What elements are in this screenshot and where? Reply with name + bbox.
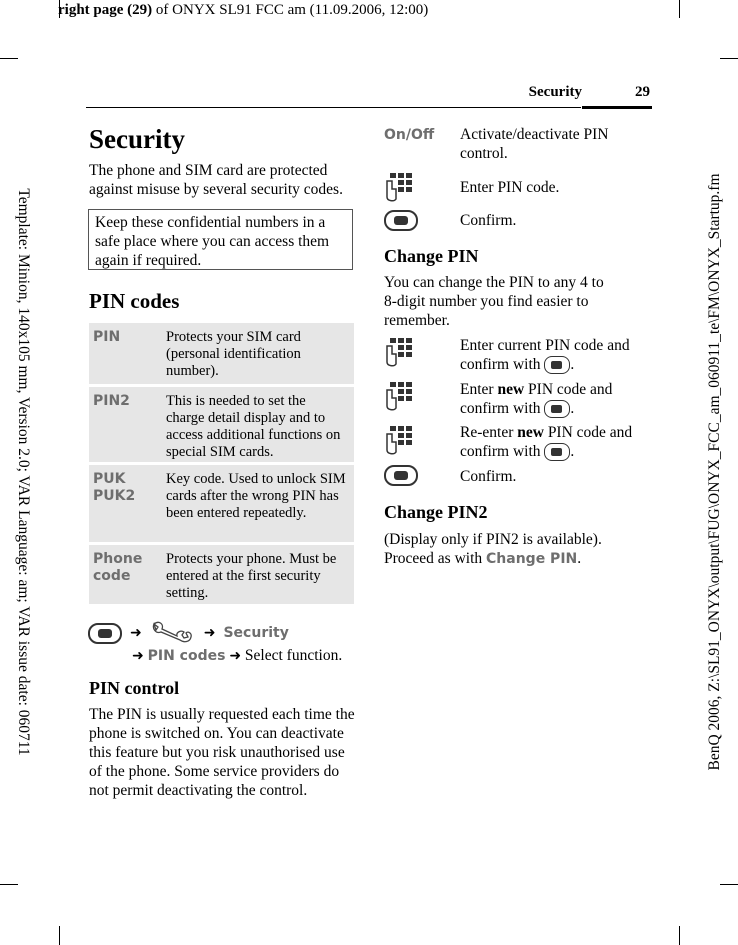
keypad-icon — [384, 380, 416, 412]
page-title: Security — [89, 124, 185, 154]
pin-control-text: The PIN is usually requested each time the phone is switched on. You can deactivate this feature but you risk unauthorised use of the phone. Some service providers do not permit deactivating the control. — [89, 706, 355, 799]
note-box: Keep these confidential numbers in a safe place where you can access them again if required. — [88, 209, 353, 270]
crop-mark — [0, 884, 18, 885]
intro-text: The phone and SIM card are protected against misuse by several security codes. — [89, 162, 343, 198]
arrow-icon: ➜ — [132, 649, 144, 664]
proceed-text: Proceed as with Change PIN. — [384, 550, 582, 567]
file-path: BenQ 2006, Z:\SL91_ONYX\output\FUG\ONYX_FCC_am_060911_te\FM\ONYX_Startup.fm — [706, 173, 723, 771]
pin-codes-heading: PIN codes — [89, 289, 180, 313]
change-pin-heading: Change PIN — [384, 246, 479, 266]
table-value: Protects your SIM card (personal identification number). — [166, 329, 301, 379]
keypad-icon — [384, 424, 416, 456]
crop-mark — [59, 926, 60, 945]
arrow-icon: ➜ — [130, 625, 142, 641]
pin-codes-menu-link: PIN codes — [147, 648, 226, 664]
pin-control-heading: PIN control — [89, 678, 180, 698]
crop-mark — [720, 58, 738, 59]
change-pin-intro: You can change the PIN to any 4 to 8-digit number you find easier to remember. — [384, 274, 604, 329]
keypad-icon — [384, 171, 416, 203]
crop-mark — [720, 884, 738, 885]
keypad-icon — [384, 336, 416, 368]
arrow-icon: ➜ — [203, 625, 216, 641]
print-header: right page (29) of ONYX SL91 FCC am (11.09.2006, 12:00) — [58, 2, 429, 18]
table-value: This is needed to set the charge detail display and to access additional functions on special SIM cards. — [166, 393, 341, 460]
confirm-key-icon — [544, 443, 570, 461]
table-row — [89, 323, 354, 387]
wrench-icon — [150, 620, 196, 646]
step-new-pin: Enter new PIN code and confirm with . — [460, 381, 613, 417]
confirm-key-icon — [384, 210, 418, 231]
menu-path-end: Select function. — [244, 647, 343, 664]
table-row — [89, 545, 354, 607]
table-key: Phone code — [93, 551, 143, 584]
table-value: Key code. Used to unlock SIM cards after the wrong PIN has been entered repeatedly. — [166, 471, 346, 521]
step-current-pin: Enter current PIN code and confirm with . — [460, 337, 630, 373]
change-pin-link: Change PIN — [486, 551, 578, 567]
confirm-text: Confirm. — [460, 468, 517, 485]
confirm-key-icon — [544, 356, 570, 374]
running-header-title: Security — [528, 84, 582, 100]
crop-mark — [679, 926, 680, 945]
table-row — [89, 387, 354, 465]
confirm-key-icon — [544, 400, 570, 418]
menu-path — [88, 620, 358, 667]
template-info: Template: Minion, 140x105 mm, Version 2.0; VAR Language: am; VAR issue date: 060711 — [15, 188, 32, 756]
header-rule — [86, 107, 581, 108]
arrow-icon: ➜ — [229, 649, 242, 664]
on-off-description: Activate/deactivate PIN control. — [460, 126, 609, 162]
table-value: Protects your phone. Must be entered at the first security setting. — [166, 551, 337, 601]
table-key: PIN — [93, 329, 121, 345]
enter-pin-text: Enter PIN code. — [460, 179, 560, 196]
security-menu-link: Security — [223, 625, 289, 641]
header-rule-thick — [582, 106, 652, 109]
change-pin2-heading: Change PIN2 — [384, 502, 488, 522]
step-reenter-pin: Re-enter new PIN code and confirm with . — [460, 424, 633, 460]
page-number: 29 — [635, 84, 650, 100]
table-row — [89, 465, 354, 545]
change-pin2-text: (Display only if PIN2 is available). — [384, 531, 602, 548]
table-key: PUK PUK2 — [93, 471, 136, 504]
on-off-softkey: On/Off — [384, 127, 435, 143]
confirm-key-icon — [384, 465, 418, 486]
confirm-text: Confirm. — [460, 212, 517, 229]
table-key: PIN2 — [93, 393, 130, 409]
crop-mark — [679, 0, 680, 18]
crop-mark — [0, 58, 18, 59]
pin-codes-table — [89, 323, 354, 607]
menu-key-icon — [88, 623, 122, 644]
